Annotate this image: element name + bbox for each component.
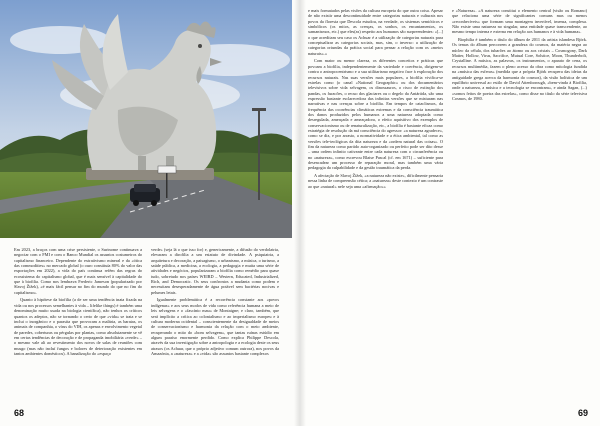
page-number-left: 68 xyxy=(14,408,25,418)
left-page-column-1 xyxy=(14,247,142,403)
photo-illustration xyxy=(0,0,292,238)
paragraph: Igualmente problemática é a recorrência constante aos «povos indígenas» e aos seus modos de vida como referência humana a meio de leis selvagens e o «fascínio mau» de Montaigne; e claro, também, que será implícito a crítica ao colonialismo e ao imperialismo europeu e à cultura moderna ocidental – conscientemente da desigualdade de meios de conservacionismo e harmonia da relação com o meio ambiente, recuperando o mito do «bom selvagem», que tantas ruínas estúdio em algum paraíso enormente perdido. Como explica Philippe Descola, através da sua investigação sobre a antropologia e a ecologia deste os seus atrasos (os Achuar, que o próprio adjetivo comum outrora), nos povos da Amazónia, a «natureza» e a «vida» são assuntos bastante complexos xyxy=(151,297,279,356)
paragraph: Com maior ou menor clareza, os diferentes conceitos e práticas que povoam a biofilia, independentemente da variedade e coerência, dirigem-se contra o antropocentrismo e a sua utilitarismo negativo face à exploração dos recursos naturais. Nas suas versões mais populares, a biofilia vivifica-se estrelas como (o canal «National Geographic» ou dos documentários televisivos sobre vida selvagem, os dinossauros, o risco de extinção dos pandas, os furacões, o recuo dos glaciares ou o degelo da Antártida, são uma expressão bastante esclarecedora das infinitas versões que se misturam nas narrativas e nas crenças sobre a biofilia. Em tempos de cataclismos, da frequência das ocorrências climáticas extremas e da consciência traumática dos danos produzidos pelos humanos a uma natureza adoptada como desregulada, ameaçada e ameaçadora, o efeito aquisitivo dos exemplos de conservacionismo ou de renaturalização, etc., a biofilia é bastante eficaz como estratégia de resolução da má consciência do agressor: «a natureza agradece», como se diz, e por arrasto, a normatividade e a ética ambiental, tal como as versões tele-teológicas da dita natureza e da «ordem natural das coisas». O fim da natureza como partido auto-organizado ou perfeito pode ser dito desse – uma ordem infinito cativante entre cada natureza com o circunferência ou no «natureza», como escrevou Blaise Pascal (cf. em 1671) – suficiente para desencadear um processo de reparação moral, mas também uma vária pedagogia da culpabilidade e da gestão traumática da perda. xyxy=(308,58,443,171)
right-page xyxy=(300,0,600,426)
paragraph: verde» (seja lá o que isso for) e, genericamente, a difusão do verdolatria, elevaram a dirofilia a um estatuto de divindade. A psiquiatria, a arquitetura e decoração, a paisagismo, o urbanismo, a música, o turismo, a saúde pública, a medicina, a ecologia, a pedagogia e muita uma série de atividades e negócios, popularizaram a biofilia como remédio para quase tudo, sobretudo nos países WEIRD – Western, Educated, Industrialized, Rich, and Democratic. Os seus confrontos a mudanta como podem e necessitam desesperadamente de água potável sem bactérias nocivas e pelumes letais. xyxy=(151,247,279,295)
page-number-right: 69 xyxy=(577,408,588,418)
paragraph: Em 2023, a braços com uma crise persistente, o Surinome continuava a negociar com o FMI e com o Banco Mundial os assuntos costumeiros do capitalismo financeiro. Dependente do extrativismo mineral e da «ótica das commodities» no mercado global (o ouro constituía 80% do valor das exportações em 2022), a vida do país continua refém das regras do ecossistema do capitalismo global, que é mais sensível à capitalidade do que à biofilia. Como nos lembrava Frederic Jameson (popularizado por Slavoj Žižek), «é mais fácil pensar no fim do mundo do que no fim do capitalismo». xyxy=(14,247,142,295)
paragraph: Quanto à hipótese da biofilia (a de ser uma tendência inata fixada na vida ou nos processos semelhantes à vida – lifelike things) é também uma denominação muito usada na biologia científica), não tenhos os críticos quantos os adeptos, não se tornando o certo de que «vida» se trata e se inclui o inorgânico e o parasita que provocam a malária, as baratas, os animais de companhia, o vírus do VIH, os apenas e envolvimento vegetal de paredes, coberturas ou pérgulas por plantas, como absolutamente se vê em certas tendências de decoração e de propaganda imobiliária «verde» – o mesmo vale ali ao revestimento dos novos de salas de reuniões com musgo (mas não incluí fungos e bolores de deterioração existentes em tantos ambientes domésticos). A banalização do «espaço xyxy=(14,297,142,356)
left-page-column-2 xyxy=(151,247,279,403)
paragraph: e mais formatados pelas visões da cultura europeia do que outra coisa. Apesar de não existir uma descontinuidade entre categorias naturais e culturais nos povos da floresta que Descola estudou, na verdade, os sistemas semióticos e simbólicos (os mitos, as crenças, os sonhos, os encantamentos, os xamanismos, etc.) que eles(as) respeito aos humanos são surpreendentes: «[...] o que acreditam seu caso os Achuar é a utilização de categorias naturais para conceptualizar as categorias sociais, mas, sim, o inverso: a utilização de categorias oriundas da prática social para pensar a relação com os «meios naturais».» xyxy=(308,8,443,56)
paragraph: A afectação de Slavoj Žižek, «a natureza não existe», dificilmente pensaria nessa linha de compreensão cética; a «natureza» deste contexto é um contraste ao que «natural» nele seja uma «afirmação»» xyxy=(308,173,443,189)
right-page-column-1 xyxy=(308,8,443,403)
paragraph: Biophilia é também o título do álbum de 2011 da artista islandesa Björk. Os temas do álbum percorrem a grandeza do cosmos, da matéria negra ao núcleo da célula, dos tubarões ao átomo ou aos cristais – Cosmogony, Dark Matter, Hollow, Virus, Sacrifice, Mutual Core, Solstice, Moon, Thunderbolt, Crystalline. A música, as palavras, os instrumentos, o aparato de cena, os recursos multimédia, fazem o pleno acesso da obra como mitologia fundida na «música das esferas» (medida que a própria Björk recupera das ideias da antiguidade grega acerca da harmonia do cosmos), da visão holística de um equilíbrio universal ao estilo de David Attenborough, «bem-vinda à Biofilia, onde a natureza, a música e a tecnologia se encontram», e ainda Sagan, (...) «somos feitos de poeira das estrelas», como disse no título da série televisiva Cosmos, de 1980. xyxy=(452,37,587,101)
right-page-column-2 xyxy=(452,8,587,403)
paragraph: e «Natureza». «A natureza constitui o elemento central (visão ou Romano) que relaciona uma série de significantes comuns mas ou menos «reconhecíveis» que formam uma montagem invertível, imensa, complexa. Não existe uma natureza no singular, uma entidade quase transcendente, ao mesmo tempo interna e externa em relação aos humanos e à vida humana». xyxy=(452,8,587,35)
rooster-sculpture-photo xyxy=(0,0,292,238)
